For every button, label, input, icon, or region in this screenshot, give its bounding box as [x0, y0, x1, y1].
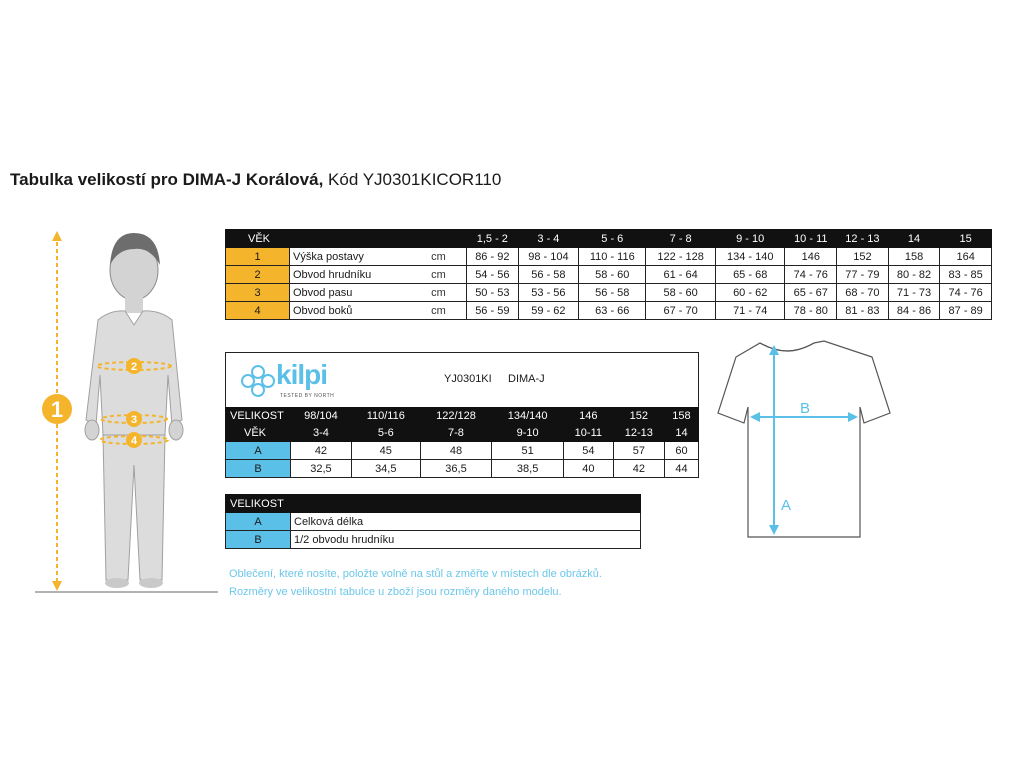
marker-3: 3	[130, 414, 138, 426]
cell: 56 - 58	[518, 266, 579, 284]
table-row	[226, 513, 641, 531]
cell: 60 - 62	[715, 284, 785, 302]
brand-name: kilpi	[276, 359, 328, 390]
model-name: DIMA-J	[508, 373, 545, 385]
cell: 110 - 116	[579, 248, 646, 266]
cell: 51	[492, 442, 564, 460]
cell: 53 - 56	[518, 284, 579, 302]
age-col: 9-10	[492, 425, 564, 442]
row-description: Celková délka	[291, 513, 641, 531]
row-number: 4	[226, 302, 290, 320]
row-letter: B	[226, 460, 291, 478]
cell: 50 - 53	[467, 284, 519, 302]
cell: 58 - 60	[646, 284, 716, 302]
cell: 74 - 76	[785, 266, 837, 284]
cell: 86 - 92	[467, 248, 519, 266]
marker-4: 4	[130, 435, 138, 447]
cell: 59 - 62	[518, 302, 579, 320]
tshirt-label-b: B	[799, 400, 811, 417]
age-col: 9 - 10	[715, 230, 785, 248]
cell: 63 - 66	[579, 302, 646, 320]
product-size-table	[225, 407, 699, 478]
legend-header-row	[226, 495, 641, 513]
row-label: Obvod boků	[290, 302, 412, 320]
row-label: Obvod hrudníku	[290, 266, 412, 284]
table-header-row	[226, 230, 992, 248]
cell: 74 - 76	[940, 284, 992, 302]
size-col: 98/104	[291, 408, 352, 425]
cell: 80 - 82	[888, 266, 940, 284]
cell: 134 - 140	[715, 248, 785, 266]
kilpi-logo-icon	[238, 363, 278, 399]
age-col: 15	[940, 230, 992, 248]
row-letter: A	[226, 442, 291, 460]
row-label: Obvod pasu	[290, 284, 412, 302]
size-header-row	[226, 408, 699, 425]
legend-header: VELIKOST	[226, 495, 641, 513]
cell: 83 - 85	[940, 266, 992, 284]
cell: 152	[837, 248, 889, 266]
cell: 42	[291, 442, 352, 460]
cell: 61 - 64	[646, 266, 716, 284]
cell: 71 - 73	[888, 284, 940, 302]
table-row	[226, 442, 699, 460]
row-number: 1	[226, 248, 290, 266]
table-row	[226, 302, 992, 320]
row-letter: A	[226, 513, 291, 531]
row-unit: cm	[411, 284, 467, 302]
cell: 40	[563, 460, 613, 478]
age-header: VĚK	[226, 230, 467, 248]
cell: 84 - 86	[888, 302, 940, 320]
size-col: 152	[613, 408, 664, 425]
age-header-row	[226, 425, 699, 442]
age-col: 12-13	[613, 425, 664, 442]
cell: 42	[613, 460, 664, 478]
cell: 58 - 60	[579, 266, 646, 284]
row-label: Výška postavy	[290, 248, 412, 266]
cell: 122 - 128	[646, 248, 716, 266]
cell: 164	[940, 248, 992, 266]
cell: 56 - 59	[467, 302, 519, 320]
size-col: 134/140	[492, 408, 564, 425]
cell: 78 - 80	[785, 302, 837, 320]
cell: 81 - 83	[837, 302, 889, 320]
cell: 60	[664, 442, 698, 460]
age-col: 3 - 4	[518, 230, 579, 248]
cell: 77 - 79	[837, 266, 889, 284]
cell: 36,5	[420, 460, 492, 478]
brand-tagline: TESTED BY NORTH	[280, 393, 335, 399]
age-col: 7 - 8	[646, 230, 716, 248]
cell: 54	[563, 442, 613, 460]
child-figure	[0, 225, 225, 600]
cell: 68 - 70	[837, 284, 889, 302]
cell: 56 - 58	[579, 284, 646, 302]
cell: 38,5	[492, 460, 564, 478]
tshirt-diagram	[712, 335, 897, 545]
page-title	[10, 170, 501, 190]
cell: 158	[888, 248, 940, 266]
body-measurements-table	[225, 229, 992, 320]
age-col: 10-11	[563, 425, 613, 442]
cell: 71 - 74	[715, 302, 785, 320]
age-header: VĚK	[226, 425, 291, 442]
size-header: VELIKOST	[226, 408, 291, 425]
age-col: 3-4	[291, 425, 352, 442]
age-col: 5 - 6	[579, 230, 646, 248]
cell: 54 - 56	[467, 266, 519, 284]
row-unit: cm	[411, 302, 467, 320]
product-header-box	[225, 352, 699, 408]
age-col: 14	[888, 230, 940, 248]
row-unit: cm	[411, 266, 467, 284]
cell: 67 - 70	[646, 302, 716, 320]
row-unit: cm	[411, 248, 467, 266]
table-row	[226, 531, 641, 549]
age-col: 5-6	[351, 425, 420, 442]
table-row	[226, 266, 992, 284]
tshirt-label-a: A	[780, 497, 792, 514]
age-col: 10 - 11	[785, 230, 837, 248]
age-col: 14	[664, 425, 698, 442]
size-col: 146	[563, 408, 613, 425]
note-line-2: Rozměry ve velikostní tabulce u zboží jsou rozměry daného modelu.	[229, 586, 562, 598]
cell: 57	[613, 442, 664, 460]
title-code: Kód YJ0301KICOR110	[323, 170, 502, 189]
title-main: Tabulka velikostí pro DIMA-J Korálová,	[10, 170, 324, 189]
cell: 65 - 68	[715, 266, 785, 284]
note-line-1: Oblečení, které nosíte, položte volně na stůl a změřte v místech dle obrázků.	[229, 568, 602, 580]
marker-2: 2	[130, 361, 138, 373]
cell: 146	[785, 248, 837, 266]
size-col: 158	[664, 408, 698, 425]
cell: 87 - 89	[940, 302, 992, 320]
cell: 48	[420, 442, 492, 460]
table-row	[226, 284, 992, 302]
cell: 45	[351, 442, 420, 460]
table-row	[226, 460, 699, 478]
cell: 34,5	[351, 460, 420, 478]
row-number: 3	[226, 284, 290, 302]
age-col: 7-8	[420, 425, 492, 442]
row-number: 2	[226, 266, 290, 284]
row-letter: B	[226, 531, 291, 549]
row-description: 1/2 obvodu hrudníku	[291, 531, 641, 549]
size-col: 110/116	[351, 408, 420, 425]
age-col: 1,5 - 2	[467, 230, 519, 248]
cell: 44	[664, 460, 698, 478]
table-row	[226, 248, 992, 266]
cell: 32,5	[291, 460, 352, 478]
marker-1: 1	[50, 397, 64, 422]
cell: 65 - 67	[785, 284, 837, 302]
age-col: 12 - 13	[837, 230, 889, 248]
legend-table	[225, 494, 641, 549]
cell: 98 - 104	[518, 248, 579, 266]
model-code: YJ0301KI	[444, 373, 492, 385]
size-col: 122/128	[420, 408, 492, 425]
